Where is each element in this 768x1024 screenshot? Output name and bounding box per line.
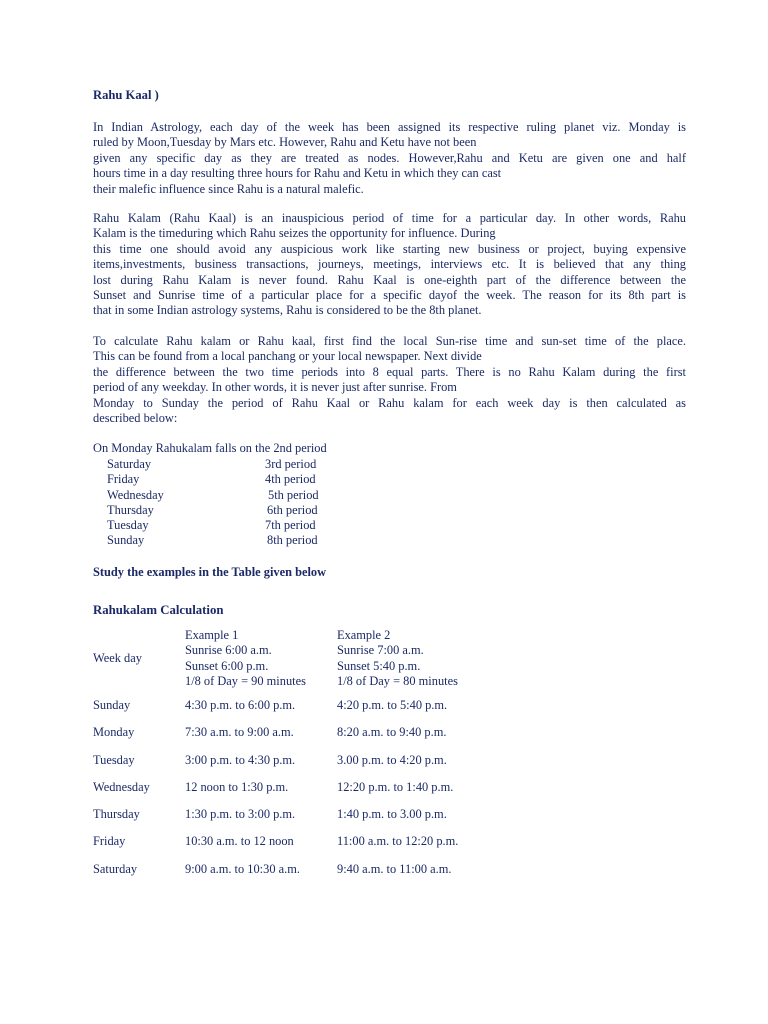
example2-title: Example 2 bbox=[337, 628, 391, 642]
weekday-header: Week day bbox=[93, 651, 142, 665]
page-title: Rahu Kaal ) bbox=[93, 88, 159, 102]
period-value: 5th period bbox=[268, 487, 319, 502]
example1-sunrise: Sunrise 6:00 a.m. bbox=[185, 643, 272, 658]
row-example1: 10:30 a.m. to 12 noon bbox=[185, 834, 294, 849]
row-example2: 9:40 a.m. to 11:00 a.m. bbox=[337, 861, 452, 876]
row-day: Monday bbox=[93, 725, 135, 740]
period-day: Tuesday bbox=[107, 518, 149, 533]
row-example1: 12 noon to 1:30 p.m. bbox=[185, 779, 289, 794]
paragraph-line: ruled by Moon,Tuesday by Mars etc. However, Rahu and Ketu have not been bbox=[93, 135, 477, 150]
period-day: Sunday bbox=[107, 533, 145, 548]
paragraph-line: This can be found from a local panchang or your local newspaper. Next divide bbox=[93, 349, 482, 364]
paragraph-line: given any specific day as they are treated as nodes. However,Rahu and Ketu are given one and half bbox=[93, 150, 686, 165]
example1-sunset: Sunset 6:00 p.m. bbox=[185, 658, 269, 673]
paragraph-line: In Indian Astrology, each day of the week has been assigned its respective ruling planet viz. Monday is bbox=[93, 120, 686, 134]
paragraph-line: that in some Indian astrology systems, Rahu is considered to be the 8th planet. bbox=[93, 303, 482, 318]
example2-header bbox=[337, 628, 458, 690]
period-day: Friday bbox=[107, 472, 140, 487]
row-day: Wednesday bbox=[93, 779, 150, 794]
row-example2: 3.00 p.m. to 4:20 p.m. bbox=[337, 752, 447, 767]
rahu-kalam-paragraph bbox=[93, 211, 686, 319]
table-row bbox=[93, 834, 513, 861]
paragraph-line: lost during Rahu Kalam is never found. Rahu Kaal is one-eighth part of the difference between the bbox=[93, 272, 686, 287]
table-row bbox=[93, 725, 513, 752]
row-example2: 12:20 p.m. to 1:40 p.m. bbox=[337, 779, 454, 794]
row-day: Thursday bbox=[93, 807, 140, 822]
paragraph-line: their malefic influence since Rahu is a natural malefic. bbox=[93, 181, 364, 196]
example1-eighth: 1/8 of Day = 90 minutes bbox=[185, 674, 306, 689]
paragraph-line: described below: bbox=[93, 411, 178, 426]
table-row bbox=[93, 780, 513, 807]
paragraph-line: hours time in a day resulting three hours for Rahu and Ketu in which they can cast bbox=[93, 166, 502, 181]
paragraph-line: Kalam is the timeduring which Rahu seizes the opportunity for influence. During bbox=[93, 226, 496, 241]
paragraph-line: the difference between the two time periods into 8 equal parts. There is no Rahu Kalam during the first bbox=[93, 364, 686, 379]
table-row bbox=[93, 862, 513, 889]
example2-sunrise: Sunrise 7:00 a.m. bbox=[337, 643, 424, 658]
paragraph-line: To calculate Rahu kalam or Rahu kaal, first find the local Sun-rise time and sun-set time of the place. bbox=[93, 334, 686, 348]
calculation-title: Rahukalam Calculation bbox=[93, 603, 224, 617]
period-value: 3rd period bbox=[265, 457, 317, 471]
row-day: Friday bbox=[93, 834, 126, 849]
period-day: Saturday bbox=[107, 457, 152, 471]
row-example2: 1:40 p.m. to 3.00 p.m. bbox=[337, 807, 447, 822]
table-row bbox=[93, 807, 513, 834]
table-row bbox=[93, 753, 513, 780]
period-value: 6th period bbox=[267, 502, 318, 517]
example1-header bbox=[185, 628, 306, 690]
paragraph-line: Sunset and Sunrise time of a particular place for a specific dayof the week. The reason for its 8th part is bbox=[93, 288, 686, 303]
row-example1: 7:30 a.m. to 9:00 a.m. bbox=[185, 725, 294, 740]
example2-eighth: 1/8 of Day = 80 minutes bbox=[337, 674, 458, 689]
table-row bbox=[93, 698, 513, 725]
paragraph-line: this time one should avoid any auspicious work like starting new business or project, buying expensive bbox=[93, 241, 686, 256]
row-example2: 11:00 a.m. to 12:20 p.m. bbox=[337, 834, 459, 849]
period-value: 4th period bbox=[265, 472, 316, 487]
example2-sunset: Sunset 5:40 p.m. bbox=[337, 658, 421, 673]
period-value: 7th period bbox=[265, 518, 316, 533]
period-day: Thursday bbox=[107, 502, 154, 517]
row-example1: 1:30 p.m. to 3:00 p.m. bbox=[185, 807, 296, 822]
period-intro: On Monday Rahukalam falls on the 2nd period bbox=[93, 441, 327, 455]
paragraph-line: Monday to Sunday the period of Rahu Kaal or Rahu kalam for each week day is then calculated as bbox=[93, 395, 686, 410]
study-heading: Study the examples in the Table given below bbox=[93, 565, 327, 579]
period-value: 8th period bbox=[267, 533, 318, 548]
table-header bbox=[93, 628, 513, 690]
row-day: Sunday bbox=[93, 698, 131, 712]
row-example2: 8:20 a.m. to 9:40 p.m. bbox=[337, 725, 447, 740]
row-example1: 4:30 p.m. to 6:00 p.m. bbox=[185, 698, 296, 712]
row-example1: 9:00 a.m. to 10:30 a.m. bbox=[185, 861, 300, 876]
calculation-paragraph bbox=[93, 334, 686, 426]
intro-paragraph bbox=[93, 120, 686, 197]
paragraph-line: Rahu Kalam (Rahu Kaal) is an inauspicious period of time for a particular day. In other words, Rahu bbox=[93, 211, 686, 225]
paragraph-line: items,investments, business transactions, journeys, meetings, interviews etc. It is believed that any thing bbox=[93, 257, 686, 272]
row-day: Saturday bbox=[93, 861, 138, 876]
row-example2: 4:20 p.m. to 5:40 p.m. bbox=[337, 698, 448, 712]
period-day: Wednesday bbox=[107, 487, 164, 502]
paragraph-line: period of any weekday. In other words, it is never just after sunrise. From bbox=[93, 380, 457, 395]
rahukalam-table bbox=[93, 628, 513, 889]
row-example1: 3:00 p.m. to 4:30 p.m. bbox=[185, 752, 296, 767]
row-day: Tuesday bbox=[93, 752, 135, 767]
example1-title: Example 1 bbox=[185, 628, 239, 642]
